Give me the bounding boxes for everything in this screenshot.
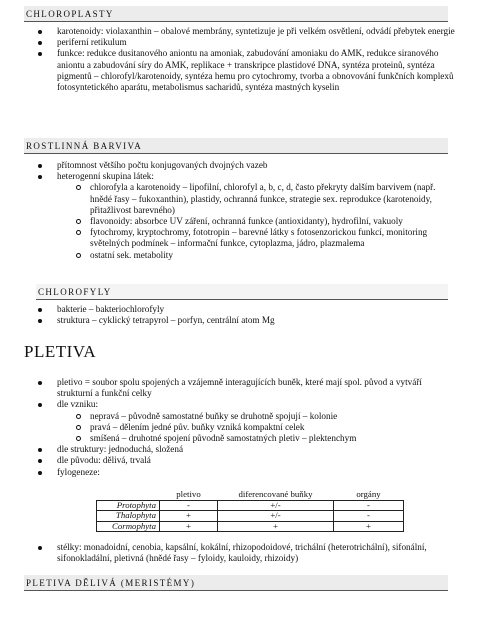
fylogeneze-table [96, 490, 404, 532]
chlorofyly-list [0, 304, 481, 326]
table-cell: - [334, 511, 404, 522]
bullet-icon [38, 546, 42, 550]
section-heading-barviva: ROSTLINNÁ BARVIVA [24, 138, 448, 154]
list-item-text: heterogenní skupina látek: [57, 171, 154, 182]
list-item-text: fylogeneze: [57, 466, 100, 477]
bullet-icon [38, 164, 42, 168]
list-item [0, 26, 481, 37]
list-item [0, 37, 481, 48]
list-item [0, 399, 481, 410]
list-item-text: periferní retikulum [57, 37, 127, 48]
bullet-icon [38, 403, 42, 407]
list-item-text: struktura – cyklický tetrapyrol – porfyn, centrální atom Mg [57, 315, 275, 326]
bullet-icon [38, 52, 42, 56]
list-item [0, 444, 481, 455]
table-cell: +/- [218, 500, 334, 511]
stelky-list [0, 542, 481, 564]
table-cell: + [334, 521, 404, 532]
circle-bullet-icon [76, 425, 81, 430]
list-item [0, 171, 481, 182]
list-item-text: přítomnost většího počtu konjugovaných dvojných vazeb [57, 160, 268, 170]
list-item-text: stélky: monadoidní, cenobia, kapsální, kokální, rhizopodoidové, trichální (heterotrichální), sifonální, sifonokladální, pletivná (hnědé řasy – fyloidy, kauloidy, rhizoidy) [57, 542, 427, 564]
table-cell: + [218, 521, 334, 532]
bullet-icon [38, 319, 42, 323]
list-item [0, 377, 481, 399]
table-cell: - [334, 500, 404, 511]
bullet-icon [38, 175, 42, 179]
pletiva-list [0, 377, 481, 478]
sub-list-item [0, 227, 481, 249]
circle-bullet-icon [76, 230, 81, 235]
table-row-header: Thalophyta [97, 511, 160, 522]
table-cell: + [160, 521, 218, 532]
bullet-icon [38, 471, 42, 475]
list-item-text: dle vzniku: [57, 399, 99, 410]
list-item [0, 304, 481, 315]
circle-bullet-icon [76, 185, 81, 190]
list-item [0, 315, 481, 326]
table-header-cell: orgány [334, 490, 404, 500]
bullet-icon [38, 308, 42, 312]
list-item-text: pletivo = soubor spolu spojených a vzájemně interagujících buněk, které mají spol. původ a vytváří strukturní a funkční celky [57, 377, 422, 399]
bullet-icon [38, 459, 42, 463]
bullet-icon [38, 448, 42, 452]
table-corner [97, 490, 160, 500]
list-item [0, 542, 481, 564]
sub-list-item-text: smíšená – druhotné spojení původně samostatných pletiv – plektenchym [90, 433, 357, 444]
bullet-icon [38, 381, 42, 385]
sub-list-item [0, 422, 481, 433]
chloroplasty-list [0, 26, 481, 93]
table-header-cell: pletivo [160, 490, 218, 500]
table-row [97, 511, 404, 522]
sub-list-item [0, 182, 481, 216]
sub-list-item-text: nepravá – původně samostatné buňky se druhotně spojují – kolonie [90, 410, 338, 421]
table-cell: - [160, 500, 218, 511]
table-cell: +/- [218, 511, 334, 522]
sub-list-item [0, 250, 481, 261]
list-item-text: dle původu: dělivá, trvalá [57, 455, 151, 466]
sub-list-item [0, 433, 481, 444]
sub-list-item-text: fytochromy, kryptochromy, fototropin – barevné látky s fotosenzorickou funkcí, monitoring světelných podmínek – informační funkce, cytoplazma, jádro, plazmalema [90, 227, 428, 249]
circle-bullet-icon [76, 414, 81, 419]
page-title: PLETIVA [24, 342, 97, 361]
sub-list-item-text: pravá – dělením jedné pův. buňky vzniká kompaktní celek [90, 421, 305, 432]
sub-list-item-text: flavonoidy: absorbce UV záření, ochranná funkce (antioxidanty), hydrofilní, vakuoly [90, 216, 403, 227]
table-row [97, 521, 404, 532]
barviva-list [0, 160, 481, 261]
sub-list-item-text: ostatní sek. metabolity [90, 249, 173, 260]
table-cell: + [160, 511, 218, 522]
circle-bullet-icon [76, 436, 81, 441]
sub-list-item [0, 216, 481, 227]
table-row-header: Protophyta [97, 500, 160, 511]
table-header-row [97, 490, 404, 500]
list-item [0, 455, 481, 466]
table-row-header: Cormophyta [97, 521, 160, 532]
bullet-icon [38, 30, 42, 34]
sub-list-item-text: chlorofyla a karotenoidy – lipofilní, chlorofyl a, b, c, d, často překryty dalším barvivem (např. hnědé řasy – fukoxanthin), plastidy, ochranná funkce, strategie sex. reprodukce (karotenoidy, přitažlivost barevného) [90, 182, 436, 215]
section-heading-chloroplasty: CHLOROPLASTY [24, 6, 448, 22]
list-item-text: karotenoidy: violaxanthin – obalové membrány, syntetizuje je při velkém osvětlení, odvádí přebytek energie [57, 26, 455, 36]
circle-bullet-icon [76, 219, 81, 224]
list-item [0, 48, 481, 93]
list-item-text: bakterie – bakteriochlorofyly [57, 304, 165, 314]
list-item-text: funkce: redukce dusitanového aniontu na amoniak, zabudování amoniaku do AMK, redukce siranového aniontu a zabudování síry do AMK, replikace + transkripce plastidové DNA, syntéza proteinů, syntéza pigmentů – chlorofyl/karotenoidy, syntéza hemu pro cytochromy, tvorba a obnovování funkčních komplexů fotosyntetického aparátu, metabolismus sacharidů, syntéza mastných kyselin [57, 48, 454, 93]
section-heading-chlorofyly: CHLOROFYLY [36, 284, 448, 300]
bullet-icon [38, 41, 42, 45]
list-item-text: dle struktury: jednoduchá, složená [57, 444, 184, 455]
sub-list-item [0, 411, 481, 422]
list-item [0, 160, 481, 171]
table-row [97, 500, 404, 511]
table-header-cell: diferencované buňky [218, 490, 334, 500]
list-item [0, 467, 481, 478]
section-heading-delive: PLETIVA DĚLIVÁ (MERISTÉMY) [24, 575, 448, 591]
circle-bullet-icon [76, 253, 81, 258]
